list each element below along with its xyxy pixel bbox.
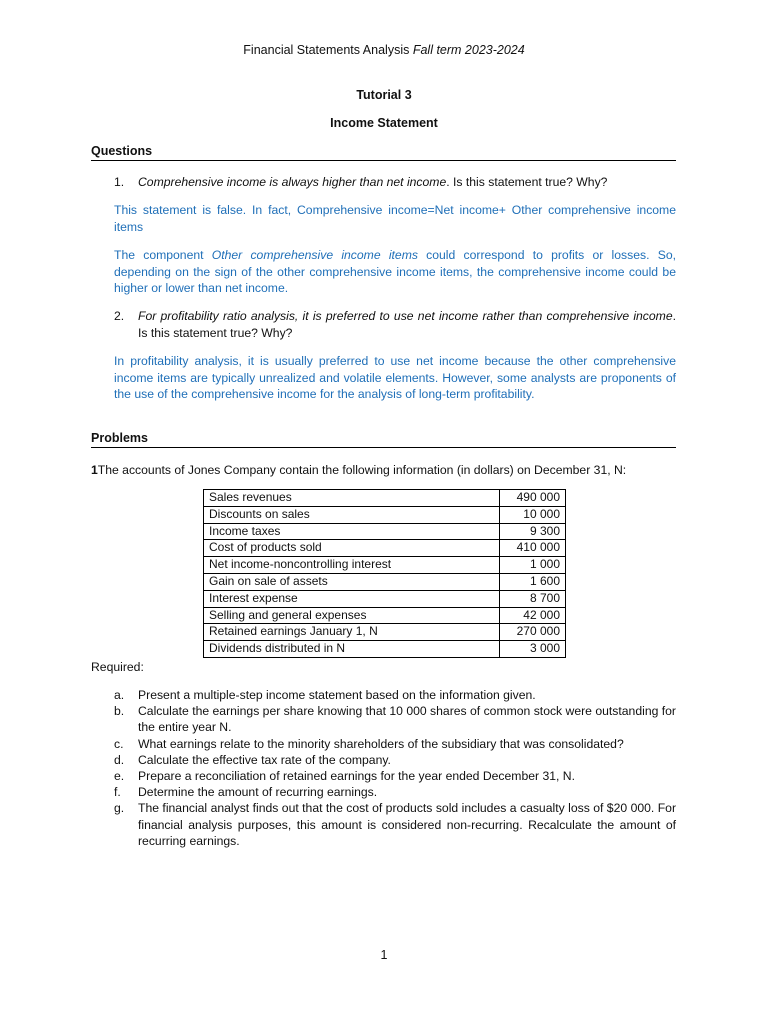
table-row [204, 557, 566, 574]
table-row [204, 590, 566, 607]
table-row-value: 9 300 [500, 523, 566, 540]
required-item-letter: a. [114, 688, 125, 702]
required-item [114, 687, 676, 703]
required-item-letter: d. [114, 752, 125, 767]
question-1 [114, 174, 676, 191]
required-item [114, 800, 676, 849]
required-item-text: Calculate the effective tax rate of the company. [138, 752, 391, 767]
required-item-letter: f. [114, 785, 121, 800]
table-row-label: Interest expense [204, 590, 500, 607]
required-item [114, 752, 676, 768]
table-row-label: Net income-noncontrolling interest [204, 557, 500, 574]
header-term: Fall term 2023-2024 [412, 43, 525, 57]
table-row [204, 607, 566, 624]
question-1-rest: . Is this statement true? Why? [446, 175, 608, 189]
required-item-letter: b. [114, 704, 125, 719]
table-row-value: 42 000 [500, 607, 566, 624]
header-course: Financial Statements Analysis [243, 43, 413, 57]
table-row-value: 410 000 [500, 540, 566, 557]
document-subtitle: Income Statement [330, 116, 438, 130]
table-row-value: 1 000 [500, 557, 566, 574]
table-row-label: Income taxes [204, 523, 500, 540]
table-row [204, 490, 566, 507]
table-row-label: Cost of products sold [204, 540, 500, 557]
table-row-label: Selling and general expenses [204, 607, 500, 624]
table-row-label: Retained earnings January 1, N [204, 624, 500, 641]
answer-1-italic: Other comprehensive income items [211, 248, 418, 262]
table-row-value: 490 000 [500, 490, 566, 507]
table-row-label: Discounts on sales [204, 506, 500, 523]
problem-1-intro [91, 462, 676, 479]
required-item-letter: c. [114, 736, 124, 751]
problems-heading: Problems [91, 431, 676, 448]
required-item [114, 703, 676, 735]
table-row [204, 540, 566, 557]
required-item-letter: e. [114, 769, 125, 784]
required-item-text: What earnings relate to the minority shareholders of the subsidiary that was consolidated? [138, 736, 624, 751]
required-item-text: The financial analyst finds out that the cost of products sold includes a casualty loss of $20 000. For financial analysis purposes, this amount is considered non-recurring. Recalculate the amount of recurring earnings. [138, 801, 676, 848]
questions-heading: Questions [91, 144, 676, 161]
answer-2-paragraph: In profitability analysis, it is usually preferred to use net income because the other comprehensive income items are typically unrealized and volatile elements. However, some analysts are proponents of the use of the comprehensive income for the analysis of long-term profitability. [114, 354, 676, 401]
required-item [114, 784, 676, 800]
table-row [204, 641, 566, 658]
tutorial-title: Tutorial 3 [356, 88, 412, 102]
table-row-value: 8 700 [500, 590, 566, 607]
page-header [0, 43, 768, 57]
table-row-value: 10 000 [500, 506, 566, 523]
table-row [204, 573, 566, 590]
table-row-value: 270 000 [500, 624, 566, 641]
required-item [114, 736, 676, 752]
question-2-rest: . Is this statement true? Why? [138, 309, 676, 340]
question-2 [114, 308, 676, 341]
required-item-text: Calculate the earnings per share knowing that 10 000 shares of common stock were outstanding for the entire year N. [138, 704, 676, 735]
question-1-number: 1. [114, 175, 125, 189]
table-row [204, 506, 566, 523]
required-item-text: Prepare a reconciliation of retained earnings for the year ended December 31, N. [138, 769, 575, 784]
table-row [204, 523, 566, 540]
required-item-text: Determine the amount of recurring earnings. [138, 785, 378, 800]
question-1-italic: Comprehensive income is always higher than net income [138, 175, 447, 189]
required-list [114, 687, 676, 849]
table-row-label: Sales revenues [204, 490, 500, 507]
answer-1-text-a: The component [114, 248, 212, 262]
required-item [114, 768, 676, 784]
answer-1-paragraph-2 [114, 247, 676, 297]
problem-1-number: 1 [91, 463, 98, 477]
table-row-label: Gain on sale of assets [204, 573, 500, 590]
question-2-number: 2. [114, 309, 125, 323]
table-row [204, 624, 566, 641]
page-number: 1 [380, 948, 388, 962]
required-label: Required: [91, 660, 144, 674]
required-item-text: Present a multiple-step income statement based on the information given. [138, 688, 536, 702]
question-2-italic: For profitability ratio analysis, it is preferred to use net income rather than comprehensive income [138, 309, 673, 323]
accounts-table [203, 489, 566, 658]
answer-1-text-b: could correspond to profits or losses. So, depending on the sign of the other comprehensive income items, the comprehensive income could be higher or lower than net income. [114, 248, 676, 295]
required-item-letter: g. [114, 801, 125, 816]
problem-1-text: The accounts of Jones Company contain the following information (in dollars) on December 31, N: [97, 463, 627, 477]
table-row-value: 1 600 [500, 573, 566, 590]
answer-1-paragraph-1: This statement is false. In fact, Comprehensive income=Net income+ Other comprehensive income items [114, 203, 676, 234]
table-row-label: Dividends distributed in N [204, 641, 500, 658]
table-row-value: 3 000 [500, 641, 566, 658]
